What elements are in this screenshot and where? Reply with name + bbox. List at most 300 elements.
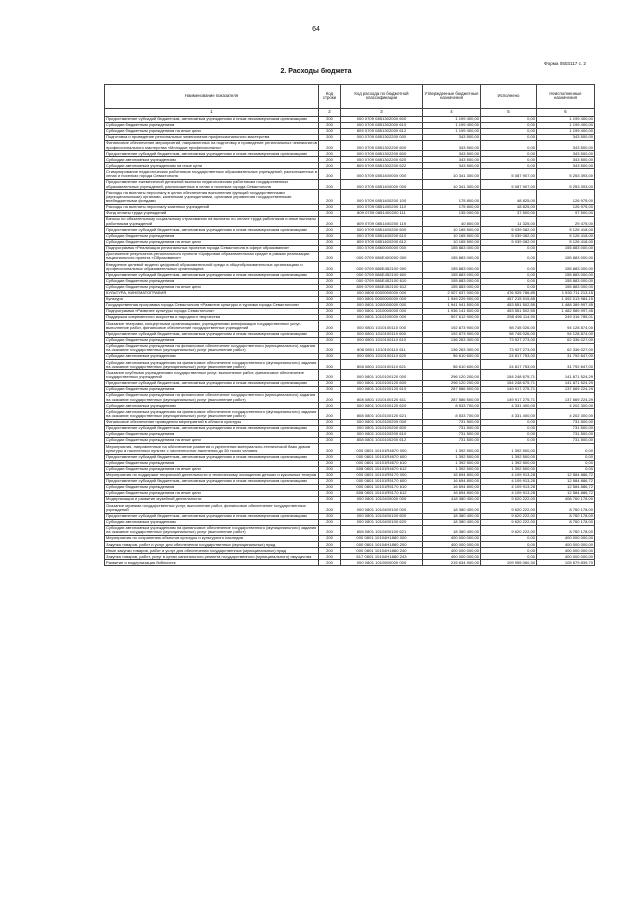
- row-name: Подпрограмма «Реализация региональных проектов города Севастополя в сфере образования»: [105, 245, 319, 251]
- row-expense-code: 808 0801 10101R4670 612: [341, 466, 423, 472]
- row-name: Предоставление субсидий бюджетным, автономным учреждениям и иным некоммерческим организациям: [105, 425, 319, 431]
- row-expense-code: 000 0801 10101R5170 000: [341, 472, 423, 478]
- row-expense-code: 000 0709 0851400000 000: [341, 169, 423, 179]
- row-name: Стимулирование педагогических работников государственных образовательных учреждений, расположенных в селах и поселках города Севастополя: [106, 168, 317, 179]
- row-approved: 418 380 400,00: [423, 497, 481, 503]
- row-line-code: 200: [319, 262, 341, 272]
- row-line-code: 200: [319, 525, 341, 535]
- row-approved: 10 341 300,00: [423, 169, 481, 179]
- row-expense-code: 817 0801 10104Н1880 243: [341, 554, 423, 560]
- row-name: Внедрение целевой модели цифровой образовательной среды в общеобразовательных организациях и профессиональных образовательных организациях: [105, 262, 319, 272]
- row-name: Субсидии автономным учреждениям: [105, 157, 319, 163]
- row-unexecuted: 12 584 886,72: [537, 491, 595, 497]
- row-approved: 192 873 900,00: [423, 331, 481, 337]
- row-name: Расходы на выплаты персоналу в целях обеспечения выполнения функций государственными (муниципальными) органами, казенными учреждениями, органами управления государственными внебюджетными фондами: [105, 190, 319, 205]
- row-expense-code: 000 0709 0851302200 600: [341, 151, 423, 157]
- budget-expenses-table: [104, 84, 595, 566]
- row-line-code: 200: [319, 403, 341, 409]
- row-executed: 4 331 400,00: [481, 403, 537, 409]
- row-executed: 0,00: [481, 542, 537, 548]
- row-approved: 18 380 400,00: [423, 519, 481, 525]
- row-name: Субсидии бюджетным учреждениям: [105, 278, 319, 284]
- row-approved: 155 883 000,00: [423, 251, 481, 261]
- row-executed: 154 248 675,71: [481, 380, 537, 386]
- row-name: Субсидии автономным учреждениям: [105, 403, 319, 409]
- row-name: Закупка товаров, работ, услуг в целях капитального ремонта государственного (муниципального) имущества: [105, 554, 319, 560]
- row-name: Государственная программа города Севастополя «Развитие культуры и туризма города Севастополя»: [105, 302, 319, 308]
- row-name: Субсидии бюджетным учреждениям на иные цели: [105, 491, 319, 497]
- row-name: Развитие и модернизация библиотек: [105, 560, 319, 566]
- row-unexecuted: 105 679 839,70: [537, 560, 595, 566]
- row-unexecuted: 400 000 000,00: [537, 542, 595, 548]
- row-name: Мероприятия по поддержке творческой деятельности и техническому оснащению детских и кукольных театров: [105, 472, 319, 478]
- row-approved: 287 586 500,00: [423, 386, 481, 392]
- table-row: [105, 370, 595, 380]
- row-name: Субсидии автономным учреждениям на финансовое обеспечение государственного (муниципального) задания на оказание государственных (муниципальных) услуг (выполнение работ): [105, 525, 319, 535]
- table-row: [105, 343, 595, 353]
- row-approved: 10 165 500,00: [423, 227, 481, 233]
- row-approved: 215 634 900,00: [423, 560, 481, 566]
- row-line-code: 200: [319, 425, 341, 431]
- row-executed: 98 745 026,00: [481, 321, 537, 331]
- row-executed: 73 927 273,00: [481, 337, 537, 343]
- row-executed: 258 496 114,90: [481, 315, 537, 321]
- row-name: Оказание театрами, концертными организациями, учреждениями кинофикации государственных услуг, выполнение работ, финансовое обеспечение государственных учреждений: [105, 321, 319, 331]
- row-line-code: 200: [319, 134, 341, 140]
- row-line-code: 200: [319, 308, 341, 314]
- row-line-code: 200: [319, 419, 341, 425]
- table-row: [105, 169, 595, 179]
- row-unexecuted: 5 126 418,00: [537, 239, 595, 245]
- header-expense-code: Код расхода по бюджетной классификации: [341, 85, 423, 109]
- row-approved: 1 199 400,00: [423, 128, 481, 134]
- row-name: Субсидии бюджетным учреждениям: [105, 233, 319, 239]
- column-number: 6: [537, 108, 595, 116]
- row-name: Субсидии бюджетным учреждениям на иные цели: [105, 438, 319, 444]
- row-unexecuted: 5 126 418,00: [537, 227, 595, 233]
- row-unexecuted: 137 669 224,29: [537, 393, 595, 403]
- row-name: Подпрограмма «Развитие культуры города Севастополя»: [105, 308, 319, 314]
- row-expense-code: 000 0800 0000000000 000: [341, 290, 423, 296]
- row-approved: 296 120 200,00: [423, 370, 481, 380]
- table-row: [105, 503, 595, 513]
- table-row: [105, 251, 595, 261]
- row-executed: 73 927 273,00: [481, 343, 537, 353]
- row-unexecuted: 731 500,00: [537, 425, 595, 431]
- column-number: 1: [105, 108, 319, 116]
- table-row: [105, 140, 595, 150]
- row-line-code: 200: [319, 169, 341, 179]
- row-expense-code: 000 0709 0860000000 000: [341, 245, 423, 251]
- row-name: Финансовое обеспечение проведения мероприятий в области культуры: [105, 419, 319, 425]
- row-approved: 16 694 800,00: [423, 472, 481, 478]
- row-approved: 400 000 000,00: [423, 536, 481, 542]
- row-line-code: 200: [319, 239, 341, 245]
- row-line-code: 200: [319, 513, 341, 519]
- row-line-code: 200: [319, 251, 341, 261]
- row-name: Закупка товаров, работ и услуг для обеспечения государственных (муниципальных) нужд: [105, 542, 319, 548]
- row-executed: 24 817 753,00: [481, 354, 537, 360]
- row-approved: 400 000 000,00: [423, 542, 481, 548]
- row-expense-code: 808 0801 10101R5170 612: [341, 491, 423, 497]
- row-approved: 135 000,00: [423, 210, 481, 216]
- row-expense-code: 809 0709 0851400200 119: [341, 217, 423, 227]
- row-line-code: 200: [319, 560, 341, 566]
- row-name: Предоставление субсидий бюджетным, автономным учреждениям и иным некоммерческим организациям: [105, 513, 319, 519]
- row-unexecuted: 126 975,00: [537, 204, 595, 210]
- row-unexecuted: 141 871 524,29: [537, 380, 595, 386]
- row-name: Субсидии автономным учреждениям на финансовое обеспечение государственного (муниципального) задания на оказание государственных (муниципальных) услуг (выполнение работ): [105, 360, 319, 370]
- row-line-code: 200: [319, 217, 341, 227]
- row-approved: 731 500,00: [423, 425, 481, 431]
- row-expense-code: 000 0801 10101R4670 000: [341, 444, 423, 454]
- row-line-code: 200: [319, 210, 341, 216]
- row-executed: 5 039 082,00: [481, 239, 537, 245]
- row-approved: 343 500,00: [423, 134, 481, 140]
- row-expense-code: 000 0709 0851302200 600: [341, 140, 423, 150]
- row-line-code: 200: [319, 157, 341, 163]
- row-name: Субсидии бюджетным учреждениям на финансовое обеспечение государственного (муниципального) задания на оказание государственных (муниципальных) услуг (выполнение работ): [105, 393, 319, 403]
- row-name: Иные закупки товаров, работ и услуг для обеспечения государственных (муниципальных) нужд: [105, 548, 319, 554]
- row-unexecuted: 29 475,00: [537, 217, 595, 227]
- row-approved: 155 883 000,00: [423, 272, 481, 278]
- row-line-code: 200: [319, 542, 341, 548]
- row-executed: 0,00: [481, 128, 537, 134]
- row-unexecuted: 8 760 178,00: [537, 513, 595, 519]
- row-unexecuted: 5 126 418,00: [537, 233, 595, 239]
- row-line-code: 200: [319, 233, 341, 239]
- row-executed: 0,00: [481, 157, 537, 163]
- row-expense-code: 000 0801 1010400100 600: [341, 513, 423, 519]
- row-name: Достижение результатов регионального проекта «Цифровая образовательная среда» в рамках реализации национального проекта «Образование»: [105, 251, 319, 261]
- row-approved: 10 165 500,00: [423, 239, 481, 245]
- row-approved: 8 533 700,00: [423, 409, 481, 419]
- row-expense-code: 000 0709 086E452100 600: [341, 272, 423, 278]
- row-unexecuted: 8 760 178,00: [537, 525, 595, 535]
- row-name: Субсидии бюджетным учреждениям на финансовое обеспечение государственного (муниципального) задания на оказание государственных (муниципальных) услуг (выполнение работ): [105, 343, 319, 353]
- row-line-code: 200: [319, 272, 341, 278]
- row-name: Субсидии бюджетным учреждениям: [105, 122, 319, 128]
- table-row: [105, 262, 595, 272]
- row-name: Субсидии бюджетным учреждениям на иные цели: [105, 284, 319, 290]
- row-approved: 175 800,00: [423, 204, 481, 210]
- row-expense-code: 808 0801 1010100120 621: [341, 409, 423, 419]
- row-expense-code: 000 0801 1010500000 000: [341, 560, 423, 566]
- row-unexecuted: 8 760 178,00: [537, 503, 595, 513]
- row-approved: 400 000 000,00: [423, 548, 481, 554]
- row-name: Субсидии автономным учреждениям: [105, 354, 319, 360]
- row-line-code: 200: [319, 315, 341, 321]
- row-approved: 56 610 600,00: [423, 354, 481, 360]
- row-approved: 56 610 600,00: [423, 360, 481, 370]
- row-approved: 287 586 500,00: [423, 393, 481, 403]
- row-unexecuted: 400 000 000,00: [537, 554, 595, 560]
- row-expense-code: 809 0709 0851302200 622: [341, 163, 423, 169]
- row-line-code: 200: [319, 190, 341, 205]
- table-column-number-row: [105, 108, 595, 116]
- row-unexecuted: 31 792 847,00: [537, 354, 595, 360]
- row-executed: 0,00: [481, 116, 537, 122]
- row-unexecuted: 141 871 524,29: [537, 370, 595, 380]
- row-expense-code: 000 0801 1010400000 000: [341, 497, 423, 503]
- row-name: Субсидии автономным учреждениям на иные цели: [105, 163, 319, 169]
- row-name: Финансовое обеспечение мероприятий, направленных на подготовку и проведение региональных чемпионатов профессионального мастерства «Молодые профессионалы»: [106, 140, 317, 150]
- row-executed: 476 925 786,85: [481, 290, 537, 296]
- row-executed: 24 817 753,00: [481, 360, 537, 370]
- row-executed: 11 325,00: [481, 217, 537, 227]
- row-expense-code: 000 0801 1010100200 600: [341, 425, 423, 431]
- row-name: Субсидии бюджетным учреждениям: [105, 386, 319, 392]
- row-expense-code: 000 0801 1010400100 620: [341, 519, 423, 525]
- table-row: [105, 560, 595, 566]
- row-approved: 175 800,00: [423, 190, 481, 205]
- row-line-code: 200: [319, 227, 341, 233]
- row-line-code: 200: [319, 179, 341, 189]
- row-unexecuted: 1 492 013 984,15: [537, 296, 595, 302]
- table-row: [105, 409, 595, 419]
- row-expense-code: 809 0709 0851400200 612: [341, 239, 423, 245]
- row-expense-code: 000 0801 1010100110 620: [341, 354, 423, 360]
- row-name: Расходы на выплаты персоналу казенных учреждений: [105, 204, 319, 210]
- row-unexecuted: 126 975,00: [537, 190, 595, 205]
- row-executed: 0,00: [481, 140, 537, 150]
- row-executed: 1 392 500,00: [481, 454, 537, 460]
- row-expense-code: 000 0709 086E452100 000: [341, 262, 423, 272]
- row-unexecuted: 1 199 400,00: [537, 122, 595, 128]
- table-row: [105, 393, 595, 403]
- row-unexecuted: 31 792 847,00: [537, 360, 595, 370]
- row-executed: 9 620 222,00: [481, 513, 537, 519]
- row-approved: 296 120 200,00: [423, 380, 481, 386]
- row-line-code: 200: [319, 409, 341, 419]
- row-executed: 453 551 502,55: [481, 308, 537, 314]
- row-name: Субсидии бюджетным учреждениям: [105, 337, 319, 343]
- row-name: Предоставление субсидий бюджетным, автономным учреждениям и иным некоммерческим организациям: [105, 272, 319, 278]
- header-name: Наименование показателя: [105, 85, 319, 109]
- row-expense-code: 808 0801 1010100200 612: [341, 438, 423, 444]
- table-row: [105, 217, 595, 227]
- row-unexecuted: 0,00: [537, 444, 595, 454]
- row-executed: 0,00: [481, 122, 537, 128]
- row-unexecuted: 400 000 000,00: [537, 536, 595, 542]
- row-unexecuted: 94 128 874,00: [537, 321, 595, 331]
- row-expense-code: 000 0801 1010400100 000: [341, 503, 423, 513]
- row-expense-code: 000 0801 10101R4670 600: [341, 454, 423, 460]
- row-line-code: 200: [319, 321, 341, 331]
- row-executed: 5 087 907,00: [481, 169, 537, 179]
- row-approved: 1 949 229 900,00: [423, 296, 481, 302]
- page-number: 64: [312, 26, 320, 33]
- row-approved: 1 392 500,00: [423, 454, 481, 460]
- row-unexecuted: 62 336 027,00: [537, 343, 595, 353]
- row-unexecuted: 12 584 886,72: [537, 472, 595, 478]
- row-line-code: 200: [319, 122, 341, 128]
- row-line-code: 200: [319, 438, 341, 444]
- row-line-code: 200: [319, 331, 341, 337]
- table-row: [105, 179, 595, 189]
- row-line-code: 200: [319, 302, 341, 308]
- header-line-code: Код строки: [319, 85, 341, 109]
- row-approved: 400 000 000,00: [423, 554, 481, 560]
- row-line-code: 200: [319, 444, 341, 454]
- row-line-code: 200: [319, 460, 341, 466]
- row-executed: 48 825,00: [481, 190, 537, 205]
- row-line-code: 200: [319, 290, 341, 296]
- row-unexecuted: 137 669 224,29: [537, 386, 595, 392]
- row-unexecuted: 1 488 389 997,45: [537, 302, 595, 308]
- row-approved: 731 500,00: [423, 438, 481, 444]
- row-line-code: 200: [319, 151, 341, 157]
- row-unexecuted: 8 760 178,00: [537, 519, 595, 525]
- row-expense-code: 809 0709 0851400200 111: [341, 210, 423, 216]
- row-name: Взносы по обязательному социальному страхованию на выплаты по оплате труда работников и иные выплаты работникам учреждений: [105, 217, 319, 227]
- row-unexecuted: 94 128 874,00: [537, 331, 595, 337]
- row-expense-code: 000 0801 1010100000 000: [341, 315, 423, 321]
- row-executed: 5 087 907,00: [481, 179, 537, 189]
- table-row: [105, 321, 595, 331]
- row-executed: 0,00: [481, 134, 537, 140]
- row-line-code: 200: [319, 343, 341, 353]
- row-expense-code: 000 0709 0851400200 110: [341, 204, 423, 210]
- row-line-code: 200: [319, 278, 341, 284]
- row-approved: 136 263 300,00: [423, 337, 481, 343]
- row-line-code: 200: [319, 497, 341, 503]
- row-approved: 1 199 400,00: [423, 122, 481, 128]
- row-name: Предоставление субсидий бюджетным, автономным учреждениям и иным некоммерческим организациям: [105, 454, 319, 460]
- row-expense-code: 000 0709 0851302000 600: [341, 116, 423, 122]
- row-unexecuted: 12 584 886,72: [537, 478, 595, 484]
- row-expense-code: 000 0801 1010100110 610: [341, 337, 423, 343]
- form-code: Форма 0503117 с. 2: [544, 61, 586, 66]
- row-approved: 155 883 000,00: [423, 245, 481, 251]
- row-line-code: 200: [319, 337, 341, 343]
- row-executed: 9 620 222,00: [481, 525, 537, 535]
- row-name: Субсидии бюджетным учреждениям: [105, 432, 319, 438]
- row-expense-code: 809 0709 0851302000 612: [341, 128, 423, 134]
- row-executed: 0,00: [481, 284, 537, 290]
- row-name: Поддержка современного искусства и народного творчества: [105, 315, 319, 321]
- table-row: [105, 360, 595, 370]
- row-unexecuted: 343 500,00: [537, 140, 595, 150]
- row-line-code: 200: [319, 472, 341, 478]
- column-number: 3: [341, 108, 423, 116]
- row-approved: 1 199 400,00: [423, 116, 481, 122]
- row-line-code: 200: [319, 370, 341, 380]
- row-executed: 4 109 913,28: [481, 472, 537, 478]
- row-line-code: 200: [319, 466, 341, 472]
- row-unexecuted: 155 883 000,00: [537, 284, 595, 290]
- row-name: Предоставление субсидий бюджетным, автономным учреждениям и иным некоммерческим организациям: [105, 151, 319, 157]
- row-executed: 0,00: [481, 278, 537, 284]
- row-unexecuted: 155 883 000,00: [537, 245, 595, 251]
- row-approved: 192 873 900,00: [423, 321, 481, 331]
- row-name: Субсидии бюджетным учреждениям на иные цели: [105, 128, 319, 134]
- row-expense-code: 000 0709 0851400200 600: [341, 227, 423, 233]
- row-executed: 0,00: [481, 272, 537, 278]
- table-row: [105, 444, 595, 454]
- row-executed: 1 392 500,00: [481, 444, 537, 454]
- table-row: [105, 525, 595, 535]
- row-approved: 2 007 637 000,00: [423, 290, 481, 296]
- row-approved: 155 883 000,00: [423, 284, 481, 290]
- row-name: Культура: [105, 296, 319, 302]
- row-approved: 155 883 000,00: [423, 278, 481, 284]
- row-name: Предоставление субсидий бюджетным, автономным учреждениям и иным некоммерческим организациям: [105, 227, 319, 233]
- row-expense-code: 000 0801 10104Н1880 000: [341, 536, 423, 542]
- row-unexecuted: 0,00: [537, 454, 595, 460]
- row-line-code: 200: [319, 393, 341, 403]
- row-expense-code: 000 0801 1010100110 600: [341, 331, 423, 337]
- row-executed: 4 109 913,28: [481, 478, 537, 484]
- row-executed: 37 500,00: [481, 210, 537, 216]
- row-line-code: 200: [319, 519, 341, 525]
- row-approved: 1 941 941 500,00: [423, 302, 481, 308]
- row-expense-code: 000 0709 0851302200 000: [341, 134, 423, 140]
- row-executed: 0,00: [481, 245, 537, 251]
- row-approved: 155 883 000,00: [423, 262, 481, 272]
- header-executed: Исполнено: [481, 85, 537, 109]
- row-unexecuted: 0,00: [537, 466, 595, 472]
- row-line-code: 200: [319, 478, 341, 484]
- row-executed: 1 392 500,00: [481, 460, 537, 466]
- row-unexecuted: 4 202 300,00: [537, 409, 595, 419]
- row-name: Оказание музеями государственных услуг, выполнение работ, финансовое обеспечение государственных учреждений: [105, 503, 319, 513]
- row-unexecuted: 5 253 393,00: [537, 169, 595, 179]
- row-approved: 1 392 500,00: [423, 466, 481, 472]
- row-line-code: 200: [319, 128, 341, 134]
- row-expense-code: 808 0801 1010100110 621: [341, 360, 423, 370]
- row-expense-code: 809 0709 086E452100 612: [341, 284, 423, 290]
- table-header-row: [105, 85, 595, 109]
- row-name: Мероприятия по сохранению объектов культуры и культурного наследия: [105, 536, 319, 542]
- header-unexecuted: Неисполненные назначения: [537, 85, 595, 109]
- row-line-code: 200: [319, 554, 341, 560]
- row-executed: 1 392 500,00: [481, 466, 537, 472]
- row-executed: 0,00: [481, 438, 537, 444]
- row-approved: 18 380 400,00: [423, 513, 481, 519]
- row-expense-code: 000 0801 1010100200 000: [341, 419, 423, 425]
- row-approved: 731 500,00: [423, 432, 481, 438]
- row-line-code: 200: [319, 484, 341, 490]
- row-expense-code: 000 0801 10101R5170 600: [341, 478, 423, 484]
- row-approved: 16 694 800,00: [423, 478, 481, 484]
- row-expense-code: 000 0801 1010100120 600: [341, 380, 423, 386]
- row-expense-code: 000 0801 10104Н1880 200: [341, 542, 423, 548]
- row-executed: 0,00: [481, 548, 537, 554]
- row-expense-code: 000 0709 0851400200 100: [341, 190, 423, 205]
- row-expense-code: 000 0801 10101R4670 610: [341, 460, 423, 466]
- row-unexecuted: 155 883 000,00: [537, 251, 595, 261]
- row-approved: 343 500,00: [423, 163, 481, 169]
- row-approved: 731 500,00: [423, 419, 481, 425]
- row-expense-code: 000 0801 1010100200 610: [341, 432, 423, 438]
- row-line-code: 200: [319, 245, 341, 251]
- row-line-code: 200: [319, 380, 341, 386]
- row-name: Субсидии бюджетным учреждениям: [105, 484, 319, 490]
- row-approved: 343 500,00: [423, 157, 481, 163]
- row-unexecuted: 1 199 400,00: [537, 116, 595, 122]
- row-line-code: 200: [319, 503, 341, 513]
- row-line-code: 200: [319, 536, 341, 542]
- row-line-code: 200: [319, 360, 341, 370]
- row-executed: 0,00: [481, 419, 537, 425]
- row-line-code: 200: [319, 296, 341, 302]
- row-executed: 453 551 502,55: [481, 302, 537, 308]
- row-expense-code: 000 0801 10101R5170 610: [341, 484, 423, 490]
- row-expense-code: 000 0709 0851302000 610: [341, 122, 423, 128]
- section-title: 2. Расходы бюджета: [280, 68, 352, 75]
- row-executed: 5 039 082,00: [481, 233, 537, 239]
